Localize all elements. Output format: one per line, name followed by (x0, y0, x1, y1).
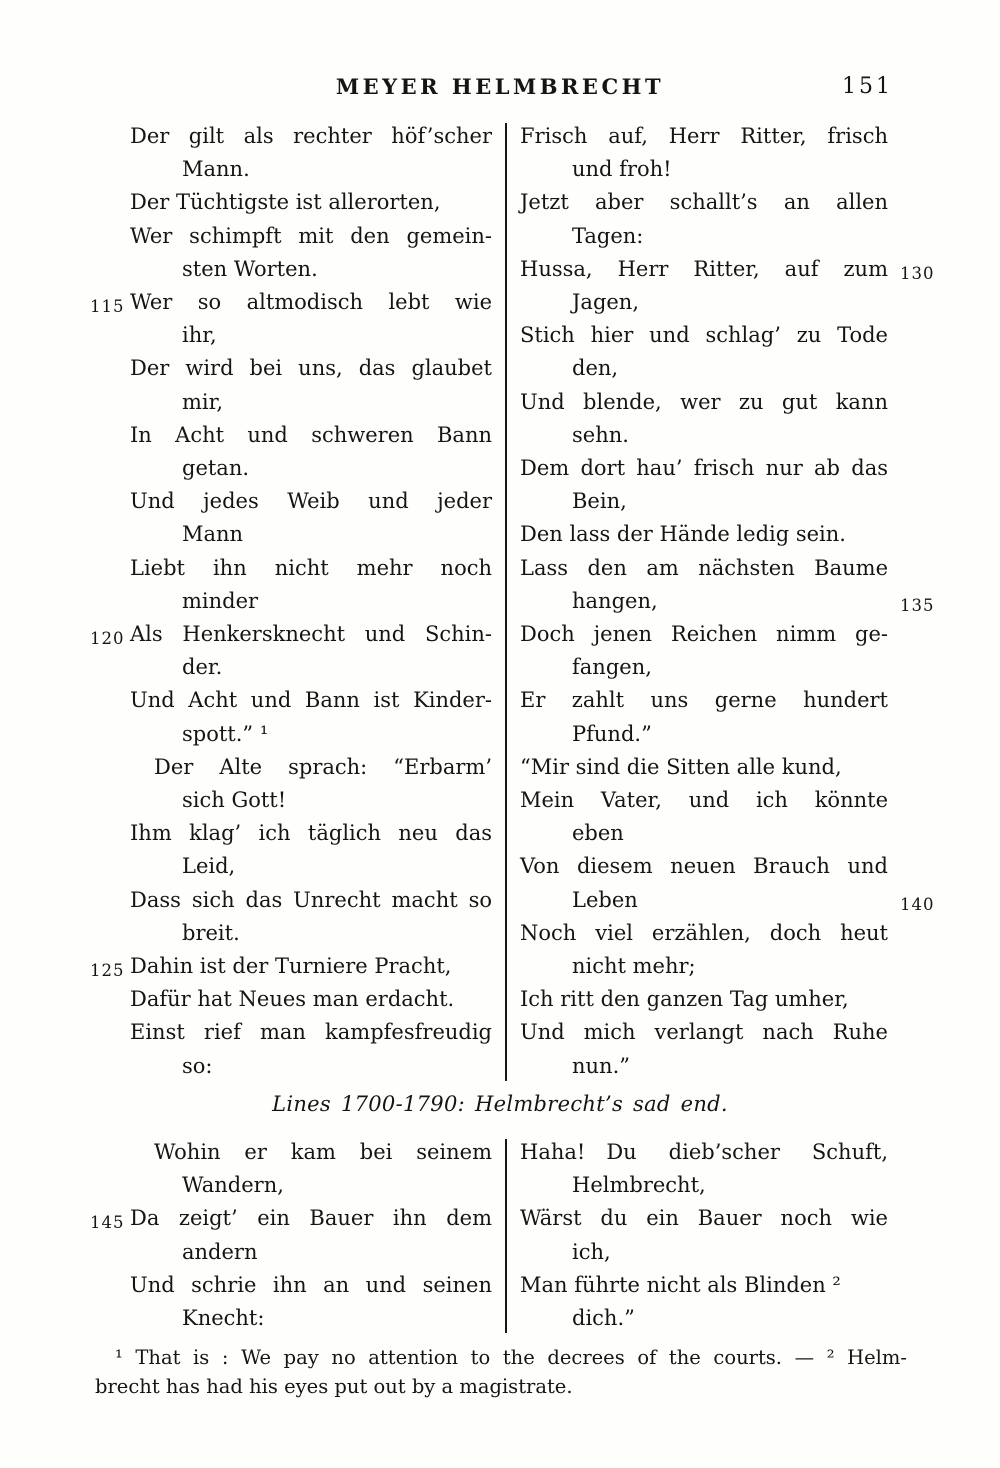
verse-text: “Mir sind die Sitten alle kund, (520, 754, 842, 779)
verse-text: Leid, (182, 854, 236, 879)
verse-text: Und Acht und Bann ist Kinder- (130, 688, 492, 713)
verse-text: so: (182, 1053, 213, 1078)
poem-line (520, 751, 888, 784)
verse-text: Da zeigt’ ein Bauer ihn dem (130, 1206, 492, 1231)
page-number: 151 (842, 74, 893, 99)
poem-line (130, 452, 492, 485)
verse-text: Lass den am nächsten Baume (520, 555, 888, 580)
verse-text: Dem dort hau’ frisch nur ab das (520, 456, 888, 481)
poem-line (520, 784, 888, 817)
poem-line (130, 917, 492, 950)
verse-text: Ich ritt den ganzen Tag umher, (520, 987, 849, 1012)
line-number: 145 (90, 1213, 125, 1233)
poem-line (520, 220, 888, 253)
poem-line (520, 485, 888, 518)
poem-line (520, 1136, 888, 1169)
verse-text: der. (182, 655, 223, 680)
poem-line (520, 1202, 888, 1235)
poem-line (130, 419, 492, 452)
poem-line (90, 1202, 492, 1235)
poem-line (520, 120, 888, 153)
verse-text: Wer so altmodisch lebt wie (130, 290, 492, 315)
poem-line (520, 817, 888, 850)
verse-text: Mann (182, 522, 244, 547)
poem-line (520, 518, 888, 551)
poem-line (130, 552, 492, 585)
poem-line (520, 552, 888, 585)
poem-line (90, 286, 492, 319)
poem-section-top (90, 120, 935, 1083)
poem-line (130, 884, 492, 917)
poem-line (520, 253, 935, 286)
poem-line (130, 983, 492, 1016)
poem-line (130, 1016, 492, 1049)
footnote-line: brecht has had his eyes put out by a magistrate. (95, 1374, 573, 1398)
verse-text: Dass sich das Unrecht macht so (130, 887, 492, 912)
column-divider-2 (505, 1139, 507, 1333)
verse-text: Mann. (182, 157, 250, 182)
verse-text: sten Worten. (182, 256, 318, 281)
verse-text: sehn. (572, 422, 629, 447)
poem-line (520, 850, 888, 883)
poem-line (520, 319, 888, 352)
poem-line (520, 452, 888, 485)
footnote (95, 1344, 907, 1401)
poem-line (520, 386, 888, 419)
verse-text: mir, (182, 389, 224, 414)
verse-text: Der Tüchtigste ist allerorten, (130, 190, 441, 215)
verse-text: nicht mehr; (572, 954, 696, 979)
verse-text: Jetzt aber schallt’s an allen (520, 190, 888, 215)
verse-text: Doch jenen Reichen nimm ge- (520, 622, 888, 647)
poem-line (520, 419, 888, 452)
poem-line (130, 352, 492, 385)
poem-line (520, 618, 888, 651)
poem-line (130, 585, 492, 618)
poem-line (130, 751, 492, 784)
verse-text: Als Henkersknecht und Schin- (130, 622, 492, 647)
poem-line (130, 1302, 492, 1335)
verse-text: Liebt ihn nicht mehr noch (130, 555, 492, 580)
verse-text: Und schrie ihn an und seinen (130, 1272, 492, 1297)
verse-text: Einst rief man kampfesfreudig (130, 1020, 492, 1045)
verse-text: breit. (182, 920, 240, 945)
poem-line (520, 884, 935, 917)
poem-line (520, 1269, 888, 1302)
line-number: 135 (900, 595, 935, 615)
verse-text: Tagen: (572, 223, 644, 248)
poem-line (130, 1169, 492, 1202)
poem-line (130, 651, 492, 684)
verse-text: Noch viel erzählen, doch heut (520, 920, 888, 945)
verse-text: Stich hier und schlag’ zu Tode (520, 323, 888, 348)
verse-text: Haha! Du dieb’scher Schuft, (520, 1140, 888, 1164)
poem-line (130, 817, 492, 850)
poem-line (520, 1169, 888, 1202)
verse-text: Der wird bei uns, das glaubet (130, 356, 492, 381)
verse-text: den, (572, 356, 619, 381)
poem-line (130, 153, 492, 186)
verse-text: Der Alte sprach: “Erbarm’ (154, 754, 492, 779)
line-number: 140 (900, 894, 935, 914)
running-header (0, 74, 1000, 104)
verse-text: Und blende, wer zu gut kann (520, 389, 888, 414)
verse-text: Helmbrecht, (572, 1173, 706, 1198)
poem-column-right-2 (520, 1136, 888, 1335)
poem-line (130, 718, 492, 751)
line-number: 125 (90, 961, 125, 981)
poem-line (520, 186, 888, 219)
verse-text: Man führte nicht als Blinden ² (520, 1272, 841, 1297)
poem-line (130, 220, 492, 253)
poem-line (130, 319, 492, 352)
verse-text: eben (572, 821, 624, 846)
poem-line (520, 1302, 888, 1335)
verse-text: hangen, (572, 588, 658, 613)
poem-line (130, 1136, 492, 1169)
poem-line (520, 153, 888, 186)
verse-text: In Acht und schweren Bann (130, 422, 492, 447)
poem-line (520, 1050, 888, 1083)
verse-text: Dahin ist der Turniere Pracht, (130, 954, 452, 979)
verse-text: Mein Vater, und ich könnte (520, 788, 888, 813)
verse-text: Bein, (572, 489, 627, 514)
verse-text: Von diesem neuen Brauch und (520, 854, 888, 879)
verse-text: Wohin er kam bei seinem (154, 1140, 492, 1164)
verse-text: minder (182, 588, 259, 613)
verse-text: Knecht: (182, 1306, 265, 1331)
verse-text: Jagen, (572, 290, 640, 315)
poem-line (520, 684, 888, 717)
verse-text: Und jedes Weib und jeder (130, 489, 492, 514)
poem-line (520, 585, 935, 618)
poem-line (520, 352, 888, 385)
verse-text: Den lass der Hände ledig sein. (520, 522, 846, 547)
verse-text: Und mich verlangt nach Ruhe (520, 1020, 888, 1045)
poem-line (130, 253, 492, 286)
poem-line (90, 618, 492, 651)
poem-line (130, 784, 492, 817)
column-divider (505, 123, 507, 1081)
line-number: 120 (90, 629, 125, 649)
verse-text: fangen, (572, 655, 652, 680)
verse-text: Wer schimpft mit den gemein- (130, 223, 492, 248)
verse-text: und froh! (572, 157, 672, 182)
verse-text: andern (182, 1239, 258, 1264)
poem-line (130, 1269, 492, 1302)
verse-text: Wärst du ein Bauer noch wie (520, 1206, 888, 1231)
verse-text: Er zahlt uns gerne hundert (520, 688, 888, 713)
verse-text: Ihm klag’ ich täglich neu das (130, 821, 492, 846)
poem-line (90, 950, 492, 983)
poem-line (520, 950, 888, 983)
verse-text: dich.” (572, 1306, 635, 1331)
poem-line (130, 1236, 492, 1269)
poem-line (130, 186, 492, 219)
verse-text: ihr, (182, 323, 217, 348)
poem-column-left (90, 120, 492, 1083)
verse-text: spott.” ¹ (182, 721, 269, 746)
footnote-line: ¹ That is : We pay no attention to the decrees of the courts. — ² Helm- (115, 1346, 907, 1369)
poem-line (520, 983, 888, 1016)
verse-text: nun.” (572, 1053, 630, 1078)
verse-text: ich, (572, 1239, 611, 1264)
poem-line (520, 1016, 888, 1049)
verse-text: Der gilt als rechter höf’scher (130, 124, 492, 148)
poem-line (520, 651, 888, 684)
poem-line (520, 917, 888, 950)
section-heading: Lines 1700-1790: Helmbrecht’s sad end. (272, 1092, 728, 1116)
poem-line (130, 120, 492, 153)
poem-line (130, 1050, 492, 1083)
verse-text: getan. (182, 456, 250, 481)
poem-line (520, 718, 888, 751)
page-title: MEYER HELMBRECHT (335, 74, 665, 99)
poem-line (520, 1236, 888, 1269)
line-number: 130 (900, 263, 935, 283)
poem-line (130, 850, 492, 883)
verse-text: Wandern, (182, 1173, 284, 1198)
line-number: 115 (90, 297, 125, 317)
poem-column-right (520, 120, 935, 1083)
verse-text: sich Gott! (182, 788, 287, 813)
poem-line (520, 286, 888, 319)
verse-text: Leben (572, 887, 638, 912)
poem-line (130, 518, 492, 551)
verse-text: Pfund.” (572, 721, 652, 746)
verse-text: Hussa, Herr Ritter, auf zum (520, 256, 888, 281)
verse-text: Frisch auf, Herr Ritter, frisch (520, 124, 888, 148)
poem-line (130, 684, 492, 717)
poem-section-bottom (90, 1136, 890, 1335)
poem-line (130, 485, 492, 518)
poem-line (130, 386, 492, 419)
poem-column-left-2 (90, 1136, 492, 1335)
verse-text: Dafür hat Neues man erdacht. (130, 987, 455, 1012)
